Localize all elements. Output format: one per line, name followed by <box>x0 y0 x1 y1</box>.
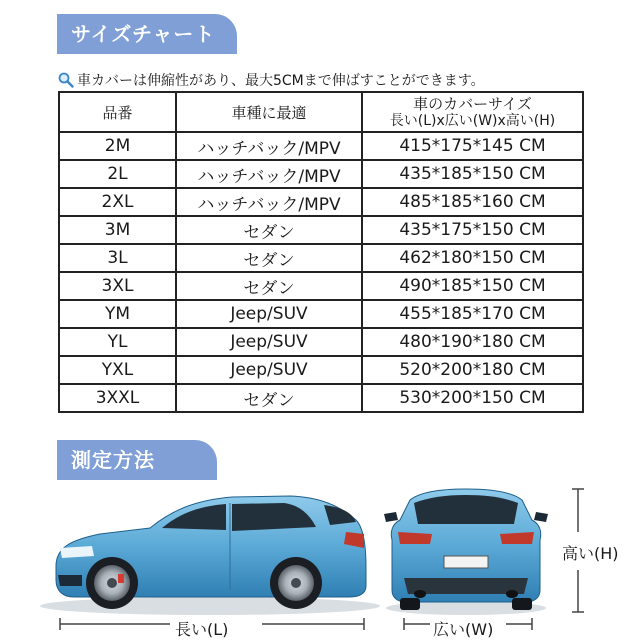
header-model: 品番 <box>59 92 176 132</box>
cell-size: 485*185*160 CM <box>362 188 583 216</box>
cell-model: YM <box>59 300 176 328</box>
cell-model: 2L <box>59 160 176 188</box>
header-size-sub: 長い(L)x広い(W)x高い(H) <box>389 113 556 129</box>
table-row <box>59 356 583 384</box>
cell-vehicle: ハッチバック/MPV <box>176 188 362 216</box>
cell-vehicle: ハッチバック/MPV <box>176 160 362 188</box>
cell-model: 3XXL <box>59 384 176 412</box>
cell-vehicle: セダン <box>176 244 362 272</box>
cell-model: 2M <box>59 132 176 160</box>
table-row <box>59 272 583 300</box>
stretch-note <box>58 70 485 90</box>
table-header-row <box>59 92 583 132</box>
magnifier-icon <box>58 72 74 88</box>
size-chart-title: サイズチャート <box>71 22 216 46</box>
cell-vehicle: ハッチバック/MPV <box>176 132 362 160</box>
cell-size: 462*180*150 CM <box>362 244 583 272</box>
header-vehicle: 車種に最適 <box>176 92 362 132</box>
table-row <box>59 244 583 272</box>
cell-size: 455*185*170 CM <box>362 300 583 328</box>
header-size <box>362 92 583 132</box>
table-row <box>59 160 583 188</box>
cell-size: 435*175*150 CM <box>362 216 583 244</box>
cell-size: 415*175*145 CM <box>362 132 583 160</box>
cell-model: 3XL <box>59 272 176 300</box>
cell-vehicle: セダン <box>176 216 362 244</box>
cell-size: 490*185*150 CM <box>362 272 583 300</box>
cell-model: 2XL <box>59 188 176 216</box>
cell-vehicle: Jeep/SUV <box>176 300 362 328</box>
cell-model: YXL <box>59 356 176 384</box>
table-row <box>59 300 583 328</box>
rear-view-car <box>384 489 548 615</box>
measurement-banner <box>57 440 217 480</box>
height-label: 高い(H) <box>562 544 619 563</box>
cell-vehicle: セダン <box>176 272 362 300</box>
size-chart-banner <box>57 14 237 54</box>
table-row <box>59 384 583 412</box>
table-row <box>59 216 583 244</box>
cell-size: 520*200*180 CM <box>362 356 583 384</box>
cell-size: 435*185*150 CM <box>362 160 583 188</box>
header-size-main: 車のカバーサイズ <box>413 95 532 113</box>
size-table <box>58 91 584 413</box>
cell-model: YL <box>59 328 176 356</box>
cell-size: 530*200*150 CM <box>362 384 583 412</box>
cell-vehicle: セダン <box>176 384 362 412</box>
table-row <box>59 188 583 216</box>
length-label: 長い(L) <box>175 620 229 639</box>
stretch-note-text: 車カバーは伸縮性があり、最大5CMまで伸ばすことができます。 <box>77 73 485 89</box>
cell-vehicle: Jeep/SUV <box>176 356 362 384</box>
width-label: 広い(W) <box>433 620 494 639</box>
table-row <box>59 328 583 356</box>
cell-vehicle: Jeep/SUV <box>176 328 362 356</box>
measurement-title: 測定方法 <box>71 448 155 472</box>
cell-model: 3M <box>59 216 176 244</box>
table-row <box>59 132 583 160</box>
car-illustrations <box>0 478 640 640</box>
cell-size: 480*190*180 CM <box>362 328 583 356</box>
cell-model: 3L <box>59 244 176 272</box>
side-view-car <box>40 496 380 615</box>
